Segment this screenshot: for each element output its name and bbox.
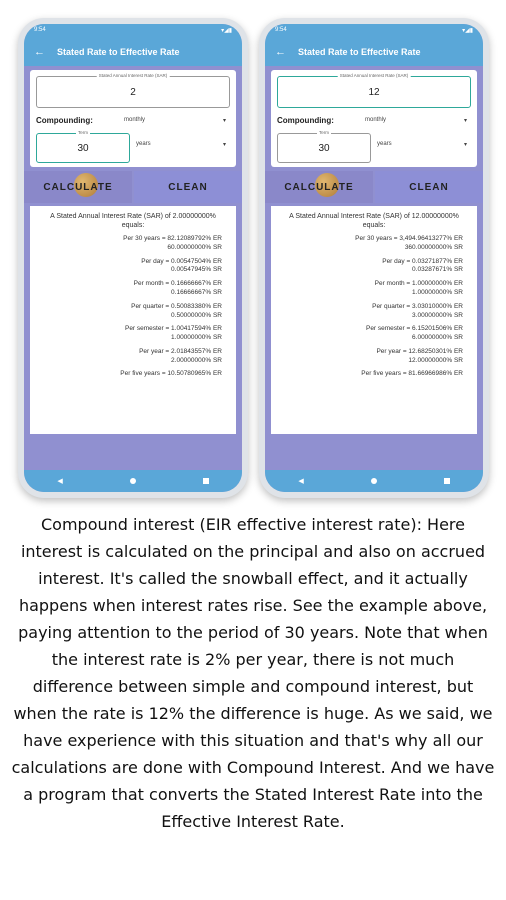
- clean-label: CLEAN: [409, 181, 449, 193]
- battery-icon: ▾◢▮: [221, 28, 232, 34]
- nav-bar: [24, 470, 242, 492]
- button-row: [265, 171, 483, 203]
- results-intro: A Stated Annual Interest Rate (SAR) of 12.00000000% equals:: [289, 213, 459, 230]
- result-item: Per five years = 81.66966986% ER: [361, 370, 463, 378]
- back-arrow-icon[interactable]: ←: [275, 46, 286, 58]
- app-bar: [265, 38, 483, 66]
- calculate-label: CALCULATE: [43, 181, 113, 193]
- status-time: 9:54: [275, 27, 287, 33]
- compounding-dropdown[interactable]: [120, 117, 230, 124]
- term-input[interactable]: [277, 130, 371, 163]
- nav-back-icon[interactable]: ◀: [298, 478, 304, 485]
- compounding-value: monthly: [124, 117, 146, 123]
- term-unit-value: years: [136, 140, 151, 147]
- battery-icon: ▾◢▮: [462, 28, 473, 34]
- nav-bar: [265, 470, 483, 492]
- dropdown-arrow-icon: ▾: [463, 118, 467, 124]
- nav-recents-icon[interactable]: [203, 478, 209, 484]
- dropdown-arrow-icon: ▾: [463, 141, 467, 148]
- nav-home-icon[interactable]: [130, 478, 136, 484]
- result-item: Per semester = 6.15201506% ER 6.00000000% SR: [365, 325, 463, 342]
- compounding-row: [277, 116, 471, 125]
- back-arrow-icon[interactable]: ←: [34, 46, 45, 58]
- status-bar: [265, 24, 483, 38]
- sar-input-value: 2: [130, 86, 136, 98]
- clean-button[interactable]: [375, 171, 483, 203]
- app-title: Stated Rate to Effective Rate: [298, 47, 421, 57]
- button-row: [24, 171, 242, 203]
- dropdown-arrow-icon: ▾: [222, 141, 226, 148]
- result-item: Per month = 0.16666667% ER 0.16666667% SR: [133, 280, 222, 297]
- clean-label: CLEAN: [168, 181, 208, 193]
- result-item: Per quarter = 3.03010000% ER 3.00000000% SR: [372, 302, 463, 319]
- term-input-label: Term: [319, 130, 329, 135]
- nav-home-icon[interactable]: [371, 478, 377, 484]
- result-item: Per month = 1.00000000% ER 1.00000000% SR: [374, 280, 463, 297]
- term-input[interactable]: [36, 130, 130, 163]
- dropdown-arrow-icon: ▾: [222, 118, 226, 124]
- result-item: Per five years = 10.50780965% ER: [120, 370, 222, 378]
- clean-button[interactable]: [134, 171, 242, 203]
- term-input-value: 30: [77, 142, 89, 154]
- input-form: [271, 70, 477, 167]
- sar-input-label: Stated Annual Interest Rate (SAR): [98, 73, 168, 78]
- phone-screen: [24, 24, 242, 492]
- compounding-row: [36, 116, 230, 125]
- result-item: Per quarter = 0.50083380% ER 0.50000000% SR: [131, 302, 222, 319]
- nav-recents-icon[interactable]: [444, 478, 450, 484]
- term-unit-value: years: [377, 140, 392, 147]
- results-panel: [30, 206, 236, 434]
- phone-screen: [265, 24, 483, 492]
- term-row: [36, 130, 230, 163]
- term-unit-dropdown[interactable]: [371, 141, 471, 148]
- results-panel: [271, 206, 477, 434]
- status-time: 9:54: [34, 27, 46, 33]
- result-item: Per 30 years = 3,494.96413277% ER 360.00000000% SR: [355, 235, 463, 251]
- phone-frame-left: [18, 18, 248, 498]
- compounding-label: Compounding:: [277, 116, 334, 125]
- compounding-label: Compounding:: [36, 116, 93, 125]
- app-bar: [24, 38, 242, 66]
- compounding-value: monthly: [365, 117, 387, 123]
- term-row: [277, 130, 471, 163]
- result-item: Per semester = 1.00417594% ER 1.00000000% SR: [124, 325, 222, 342]
- result-item: Per 30 years = 82.12089792% ER 60.00000000% SR: [123, 235, 222, 251]
- sar-input[interactable]: [277, 73, 471, 108]
- calculate-button[interactable]: [24, 171, 132, 203]
- sar-input-label: Stated Annual Interest Rate (SAR): [339, 73, 409, 78]
- result-item: Per day = 0.03271877% ER 0.03287671% SR: [382, 257, 463, 274]
- sar-input-value: 12: [368, 86, 380, 98]
- calculate-button[interactable]: [265, 171, 373, 203]
- phone-frame-right: [259, 18, 489, 498]
- app-title: Stated Rate to Effective Rate: [57, 47, 180, 57]
- description-caption: Compound interest (EIR effective interest rate): Here interest is calculated on the principal and also on accrued interest. It's called the snowball effect, and it actually happens when interest rates rise. See the example above, paying attention to the period of 30 years. Note that when the interest rate is 2% per year, there is not much difference between simple and compound interest, but when the rate is 12% the difference is huge. As we said, we have experience with this situation and that's why all our calculations are done with Compound Interest. And we have a program that converts the Stated Interest Rate into the Effective Interest Rate.: [11, 515, 495, 831]
- sar-input[interactable]: [36, 73, 230, 108]
- result-item: Per year = 2.01843557% ER 2.00000000% SR: [139, 347, 222, 364]
- term-unit-dropdown[interactable]: [130, 141, 230, 148]
- result-item: Per year = 12.68250301% ER 12.00000000% SR: [376, 347, 463, 364]
- calculate-label: CALCULATE: [284, 181, 354, 193]
- input-form: [30, 70, 236, 167]
- result-item: Per day = 0.00547504% ER 0.00547945% SR: [141, 257, 222, 274]
- term-input-value: 30: [318, 142, 330, 154]
- results-intro: A Stated Annual Interest Rate (SAR) of 2.00000000% equals:: [50, 213, 216, 230]
- term-input-label: Term: [78, 130, 88, 135]
- compounding-dropdown[interactable]: [361, 117, 471, 124]
- nav-back-icon[interactable]: ◀: [57, 478, 63, 485]
- status-bar: [24, 24, 242, 38]
